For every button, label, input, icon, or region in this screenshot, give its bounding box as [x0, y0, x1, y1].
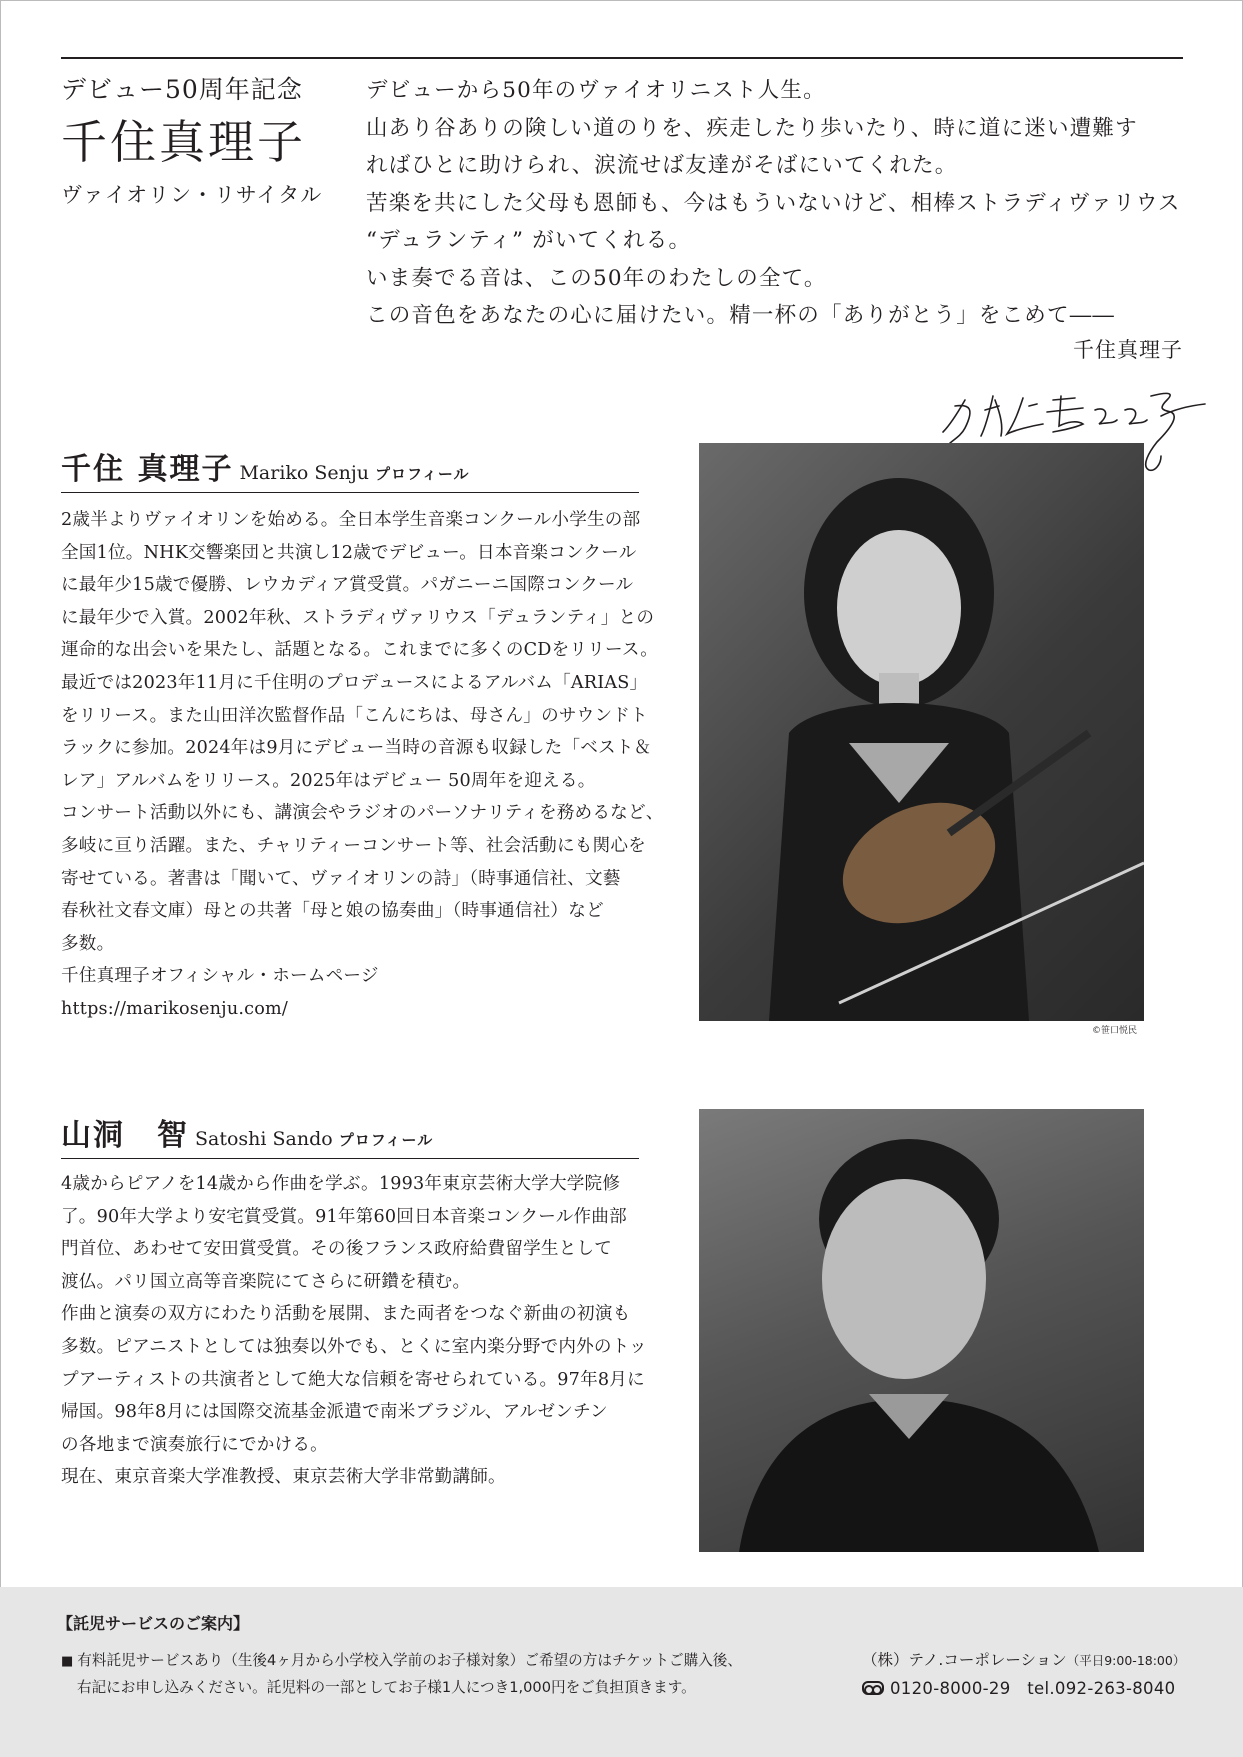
- childcare-heading: 【託児サービスのご案内】: [57, 1614, 250, 1633]
- business-hours: （平日9:00-18:00）: [1066, 1653, 1186, 1668]
- homepage-label: 千住真理子オフィシャル・ホームページ: [61, 966, 379, 987]
- childcare-line-1: 有料託児サービスあり（生後4ヶ月から小学校入学前のお子様対象）ご希望の方はチケットご購入後、: [77, 1652, 742, 1669]
- phone-info: [862, 1675, 1175, 1699]
- profile-line: 作曲と演奏の双方にわたり活動を展開、また両者をつなぐ新曲の初演も: [61, 1304, 631, 1325]
- childcare-footer: [0, 1587, 1243, 1757]
- profile-line: 渡仏。パリ国立高等音楽院にてさらに研鑽を積む。: [61, 1271, 471, 1292]
- violinist-photo: [699, 443, 1144, 1021]
- profile-line: ラックに参加。2024年は9月にデビュー当時の音源も収録した「ベスト＆: [61, 738, 652, 759]
- profile-name: 山洞 智: [61, 1118, 189, 1153]
- profile-line: 運命的な出会いを果たし、話題となる。これまでに多くのCDをリリース。: [61, 640, 659, 661]
- message-line: デビューから50年のヴァイオリニスト人生。: [366, 78, 826, 103]
- profile-body-senju: [61, 504, 664, 1026]
- phone-numbers[interactable]: 0120-8000-29 tel.092-263-8040: [890, 1679, 1176, 1698]
- message-signature-name: 千住真理子: [1073, 338, 1183, 362]
- profile-roman-name: Satoshi Sando: [195, 1128, 333, 1150]
- childcare-line-2: 右記にお申し込みください。託児料の一部としてお子様1人につき1,000円をご負担頂きます。: [77, 1679, 696, 1696]
- message-line: ればひとに助けられ、涙流せば友達がそばにいてくれた。: [366, 153, 958, 178]
- profile-line: コンサート活動以外にも、講演会やラジオのパーソナリティを務めるなど、: [61, 803, 664, 824]
- bullet-square-icon: ■: [61, 1654, 74, 1669]
- profile-roman-name: Mariko Senju: [239, 462, 370, 484]
- profile-name: 千住 真理子: [61, 452, 234, 487]
- artist-name-title: 千住真理子: [61, 115, 306, 169]
- childcare-text: [61, 1648, 742, 1701]
- profile-line: 帰国。98年8月には国際交流基金派遣で南米ブラジル、アルゼンチン: [61, 1402, 608, 1423]
- profile-line: 最近では2023年11月に千住明のプロデュースによるアルバム「ARIAS」: [61, 672, 648, 693]
- profile-line: 全国1位。NHK交響楽団と共演し12歳でデビュー。日本音楽コンクール: [61, 542, 637, 563]
- profile-line: レア」アルバムをリリース。2025年はデビュー 50周年を迎える。: [61, 770, 596, 791]
- message-line: “デュランティ” がいてくれる。: [366, 228, 692, 253]
- homepage-url[interactable]: https://marikosenju.com/: [61, 998, 289, 1019]
- profile-label: プロフィール: [375, 465, 470, 483]
- profile-heading-senju: [61, 444, 639, 493]
- freedial-icon: [862, 1681, 884, 1695]
- top-rule: [61, 57, 1183, 59]
- profile-line: 了。90年大学より安宅賞受賞。91年第60回日本音楽コンクール作曲部: [61, 1206, 627, 1227]
- profile-line: 春秋社文春文庫）母との共著「母と娘の協奏曲」（時事通信社）など: [61, 901, 604, 922]
- profile-heading-sando: [61, 1110, 639, 1159]
- message-line: この音色をあなたの心に届けたい。精一杯の「ありがとう」をこめて――: [366, 303, 1116, 328]
- artist-message: [366, 72, 1184, 335]
- recital-title: ヴァイオリン・リサイタル: [61, 183, 323, 207]
- profile-line: 現在、東京音楽大学准教授、東京芸術大学非常勤講師。: [61, 1467, 506, 1488]
- title-block: [61, 72, 331, 210]
- profile-line: 多数。ピアニストとしては独奏以外でも、とくに室内楽分野で内外のトッ: [61, 1336, 647, 1357]
- company-info: [862, 1648, 1185, 1670]
- profile-line: に最年少15歳で優勝、レウカディア賞受賞。パガニーニ国際コンクール: [61, 575, 634, 596]
- photo-credit: ©笹口悦民: [1092, 1026, 1138, 1036]
- profile-line: 多岐に亘り活躍。また、チャリティーコンサート等、社会活動にも関心を: [61, 835, 646, 856]
- profile-line: プアーティストの共演者として絶大な信頼を寄せられている。97年8月に: [61, 1369, 645, 1390]
- pianist-photo: [699, 1109, 1144, 1552]
- message-line: 苦楽を共にした父母も恩師も、今はもういないけど、相棒ストラディヴァリウス: [366, 190, 1181, 216]
- profile-line: 4歳からピアノを14歳から作曲を学ぶ。1993年東京芸術大学大学院修: [61, 1174, 621, 1194]
- profile-label: プロフィール: [338, 1131, 434, 1149]
- profile-line: の各地まで演奏旅行にでかける。: [61, 1434, 328, 1455]
- profile-line: に最年少で入賞。2002年秋、ストラディヴァリウス「デュランティ」との: [61, 607, 655, 628]
- anniversary-subtitle: デビュー50周年記念: [61, 75, 303, 104]
- profile-line: 多数。: [61, 933, 115, 954]
- profile-line: 2歳半よりヴァイオリンを始める。全日本学生音楽コンクール小学生の部: [61, 510, 641, 530]
- message-line: 山あり谷ありの険しい道のりを、疾走したり歩いたり、時に道に迷い遭難す: [366, 115, 1138, 141]
- profile-line: をリリース。また山田洋次監督作品「こんにちは、母さん」のサウンドト: [61, 705, 648, 726]
- message-line: いま奏でる音は、この50年のわたしの全て。: [366, 265, 827, 291]
- company-name: （株）テノ.コーポレーション: [862, 1651, 1067, 1669]
- profile-line: 門首位、あわせて安田賞受賞。その後フランス政府給費留学生として: [61, 1239, 613, 1260]
- profile-line: 寄せている。著書は「聞いて、ヴァイオリンの詩」（時事通信社、文藝: [61, 868, 621, 889]
- profile-body-sando: [61, 1168, 651, 1494]
